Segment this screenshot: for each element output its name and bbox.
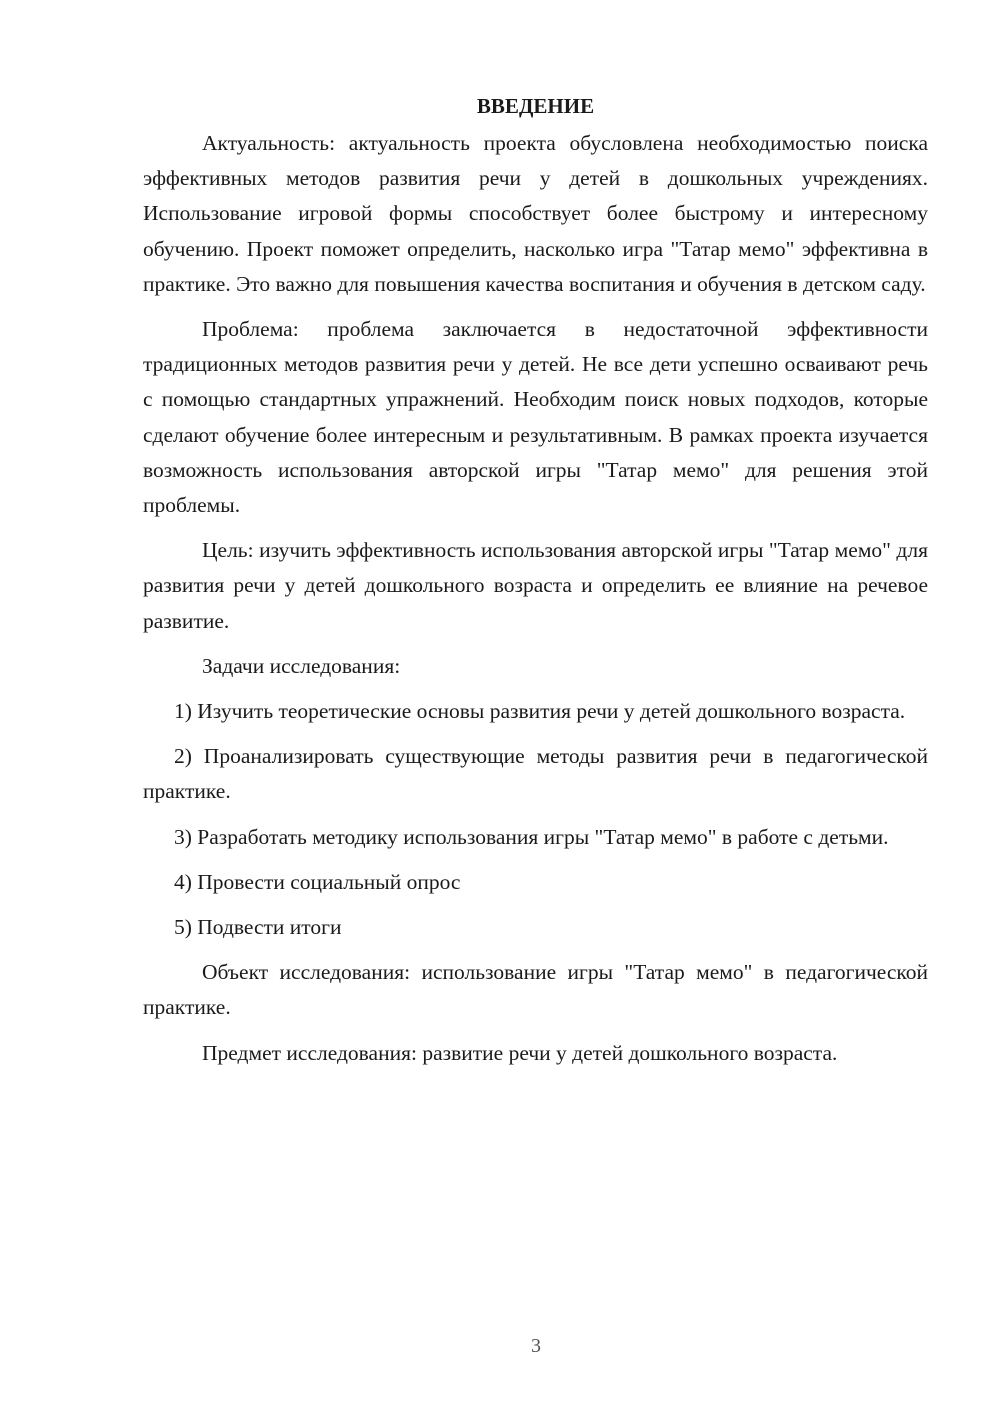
task-item-4: 4) Провести социальный опрос [174, 869, 461, 894]
object-paragraph: Объект исследования: использование игры "Татар мемо" в педагогической практике. [143, 960, 928, 1020]
task-item-3: 3) Разработать методику использования игры "Татар мемо" в работе с детьми. [174, 824, 889, 849]
section-heading: ВВЕДЕНИЕ [476, 94, 595, 118]
goal-paragraph: Цель: изучить эффективность использования авторской игры "Татар мемо" для развития речи у детей дошкольного возраста и определить ее влияние на речевое развитие. [143, 538, 928, 633]
problem-paragraph: Проблема: проблема заключается в недостаточной эффективности традиционных методов развития речи у детей. Не все дети успешно осваивают речь с помощью стандартных упражнений. Необходим поиск новых подходов, которые сделают обучение более интересным и результативным. В рамках проекта изучается возможность использования авторской игры "Татар мемо" для решения этой проблемы. [143, 317, 928, 518]
task-item-1: 1) Изучить теоретические основы развития речи у детей дошкольного возраста. [174, 699, 906, 724]
relevance-paragraph: Актуальность: актуальность проекта обусловлена необходимостью поиска эффективных методов развития речи у детей в дошкольных учреждениях. Использование игровой формы способствует более быстрому и интересному обучению. Проект поможет определить, насколько игра "Татар мемо" эффективна в практике. Это важно для повышения качества воспитания и обучения в детском саду. [143, 131, 928, 296]
page-content [143, 90, 928, 1081]
page-number: 3 [531, 1335, 541, 1357]
task-item-2: 2) Проанализировать существующие методы развития речи в педагогической практике. [143, 744, 928, 804]
task-item-5: 5) Подвести итоги [174, 915, 342, 940]
subject-paragraph: Предмет исследования: развитие речи у детей дошкольного возраста. [202, 1040, 838, 1065]
tasks-title: Задачи исследования: [202, 653, 401, 678]
